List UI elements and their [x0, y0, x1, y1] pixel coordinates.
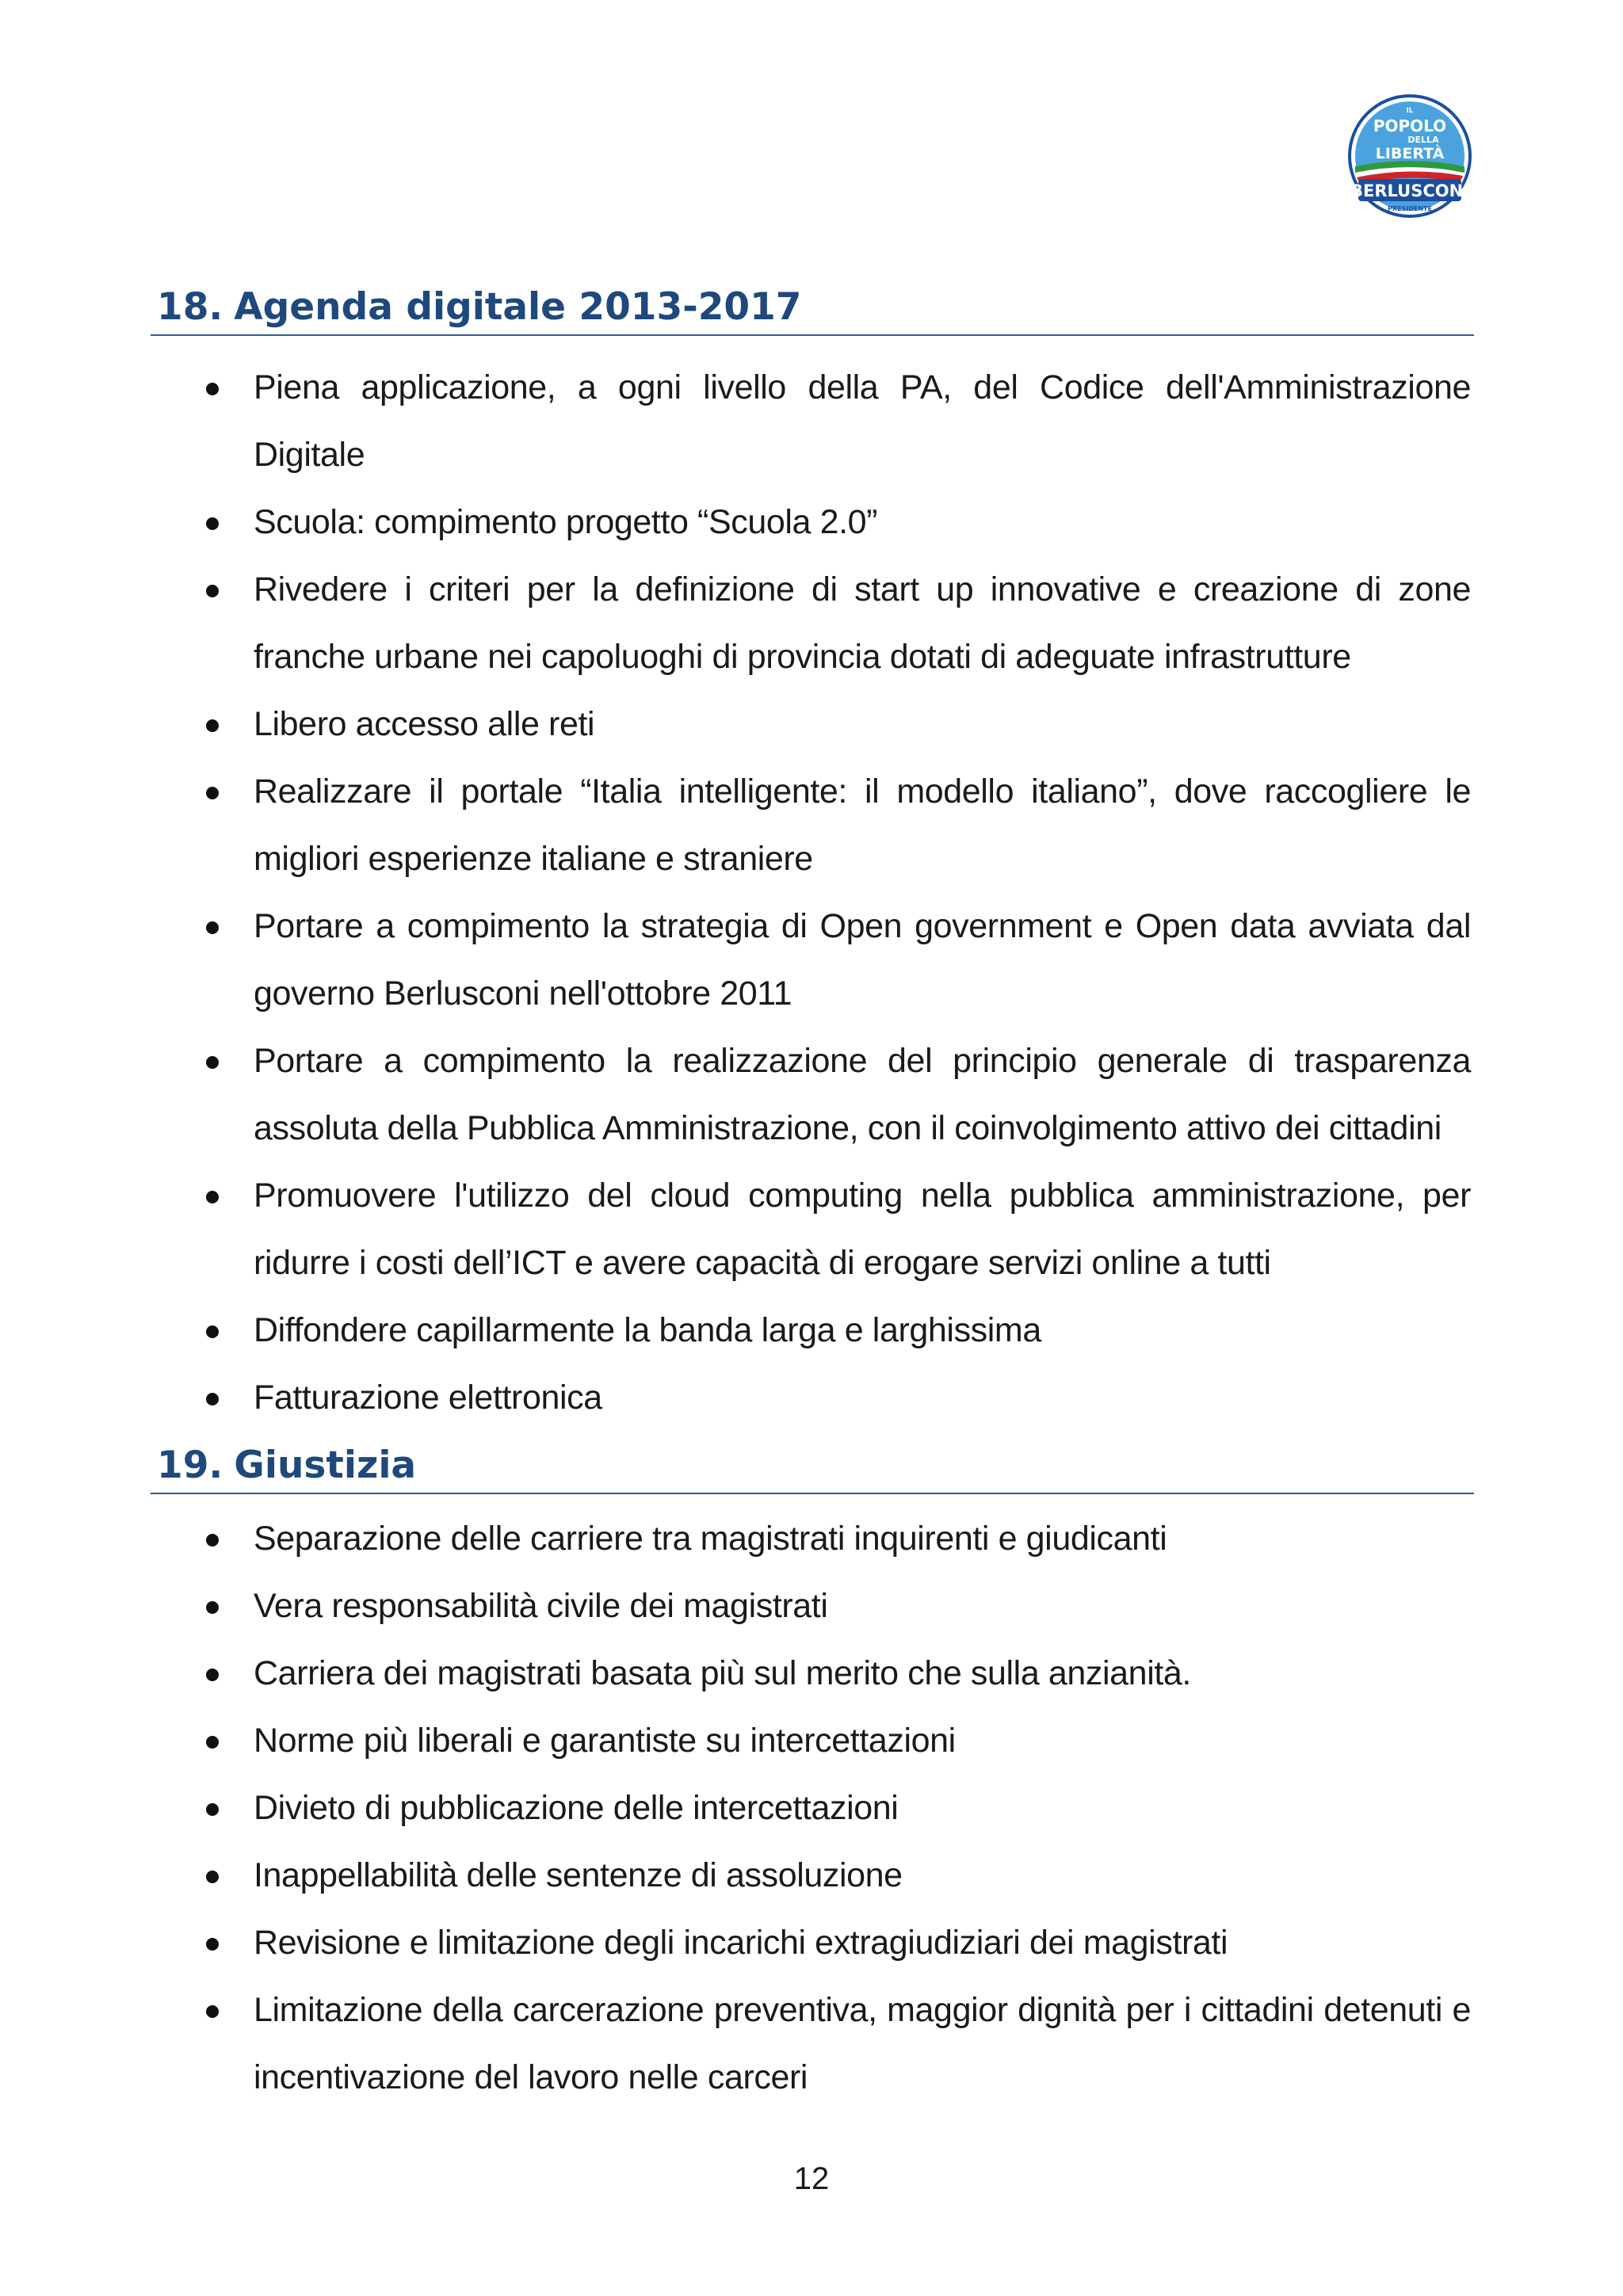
section-agenda-digitale — [151, 285, 1474, 1432]
list-item: Portare a compimento la strategia di Open government e Open data avviata dal governo Berlusconi nell'ottobre 2011 — [151, 893, 1474, 1028]
bullet-icon — [206, 921, 219, 934]
list-item: Divieto di pubblicazione delle intercettazioni — [151, 1775, 1474, 1842]
bullet-icon — [206, 1325, 219, 1338]
list-item: Libero accesso alle reti — [151, 691, 1474, 758]
list-item: Separazione delle carriere tra magistrati inquirenti e giudicanti — [151, 1505, 1474, 1573]
list-item: Fatturazione elettronica — [151, 1364, 1474, 1432]
section-title: Giustizia — [234, 1444, 417, 1487]
list-item: Vera responsabilità civile dei magistrati — [151, 1573, 1474, 1640]
section-number: 19. — [157, 1444, 223, 1487]
svg-text:LIBERTÀ: LIBERTÀ — [1375, 145, 1445, 162]
bullet-icon — [206, 1601, 219, 1614]
bullet-icon — [206, 1871, 219, 1883]
section-giustizia — [151, 1444, 1474, 2111]
section-title: Agenda digitale 2013-2017 — [234, 285, 802, 329]
svg-text:POPOLO: POPOLO — [1373, 116, 1447, 135]
bullet-icon — [206, 2005, 219, 2018]
svg-text:IL: IL — [1406, 107, 1414, 115]
svg-text:BERLUSCONI: BERLUSCONI — [1350, 181, 1469, 200]
svg-text:PRESIDENTE: PRESIDENTE — [1388, 205, 1432, 212]
section-heading — [151, 1444, 1474, 1494]
bullet-icon — [206, 517, 219, 530]
section-number: 18. — [157, 285, 223, 329]
list-item: Revisione e limitazione degli incarichi extragiudiziari dei magistrati — [151, 1909, 1474, 1977]
bullet-list — [151, 1505, 1474, 2111]
list-item: Norme più liberali e garantiste su intercettazioni — [151, 1707, 1474, 1775]
section-heading — [151, 285, 1474, 336]
party-logo-emblem — [1347, 93, 1472, 219]
list-item: Carriera dei magistrati basata più sul merito che sulla anzianità. — [151, 1640, 1474, 1707]
list-item: Diffondere capillarmente la banda larga e larghissima — [151, 1297, 1474, 1364]
bullet-list — [151, 354, 1474, 1432]
svg-text:DELLA: DELLA — [1407, 135, 1439, 145]
list-item: Limitazione della carcerazione preventiva, maggior dignità per i cittadini detenuti e incentivazione del lavoro nelle carceri — [151, 1977, 1474, 2111]
bullet-icon — [206, 1191, 219, 1203]
bullet-icon — [206, 1938, 219, 1951]
bullet-icon — [206, 1736, 219, 1749]
list-item: Inappellabilità delle sentenze di assoluzione — [151, 1842, 1474, 1909]
list-item: Promuovere l'utilizzo del cloud computing nella pubblica amministrazione, per ridurre i costi dell’ICT e avere capacità di erogare servizi online a tutti — [151, 1162, 1474, 1297]
bullet-icon — [206, 719, 219, 732]
page-number: 12 — [793, 2161, 830, 2196]
bullet-icon — [206, 383, 219, 395]
bullet-icon — [206, 1803, 219, 1816]
party-logo — [1347, 93, 1472, 219]
list-item: Portare a compimento la realizzazione del principio generale di trasparenza assoluta della Pubblica Amministrazione, con il coinvolgimento attivo dei cittadini — [151, 1028, 1474, 1162]
list-item: Scuola: compimento progetto “Scuola 2.0” — [151, 489, 1474, 556]
bullet-icon — [206, 585, 219, 597]
list-item: Rivedere i criteri per la definizione di start up innovative e creazione di zone franche urbane nei capoluoghi di provincia dotati di adeguate infrastrutture — [151, 556, 1474, 691]
bullet-icon — [206, 787, 219, 799]
bullet-icon — [206, 1669, 219, 1681]
bullet-icon — [206, 1534, 219, 1547]
bullet-icon — [206, 1056, 219, 1069]
list-item: Realizzare il portale “Italia intelligente: il modello italiano”, dove raccogliere le migliori esperienze italiane e straniere — [151, 758, 1474, 893]
list-item: Piena applicazione, a ogni livello della PA, del Codice dell'Amministrazione Digitale — [151, 354, 1474, 489]
bullet-icon — [206, 1393, 219, 1405]
